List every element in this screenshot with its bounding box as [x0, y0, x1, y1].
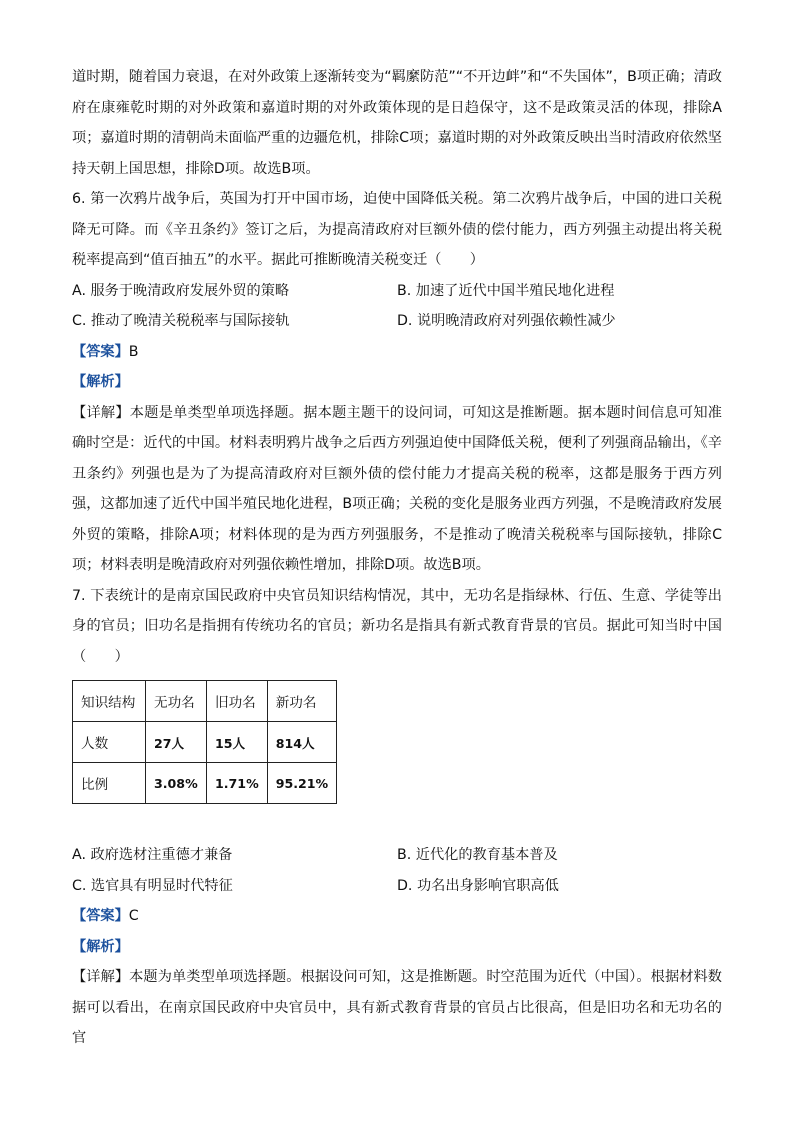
document-page	[72, 62, 722, 1054]
table-header-cell: 旧功名	[207, 681, 268, 722]
q7-answer-tag: 【答案】	[72, 908, 129, 924]
intro-paragraph: 道时期，随着国力衰退，在对外政策上逐渐转变为“羁縻防范”“不开边衅”和“不失国体”，B项正确；清政府在康雍乾时期的对外政策和嘉道时期的对外政策体现的是日趋保守，这不是政策灵活的体现，排除A项；嘉道时期的清朝尚未面临严重的边疆危机，排除C项；嘉道时期的对外政策反映出当时清政府依然坚持天朝上国思想，排除D项。故选B项。	[72, 69, 722, 177]
table-row	[73, 763, 337, 804]
q7-option-c[interactable]: C. 选官具有明显时代特征	[72, 877, 233, 894]
table-header-cell: 无功名	[146, 681, 207, 722]
q7-detail: 【详解】本题为单类型单项选择题。根据设问可知，这是推断题。时空范围为近代（中国）。根据材料数据可以看出，在南京国民政府中央官员中，具有新式教育背景的官员占比很高，但是旧功名和无功名的官	[72, 969, 722, 1046]
question-6-options	[72, 276, 722, 337]
table-cell: 人数	[73, 722, 146, 763]
q6-answer-tag: 【答案】	[72, 343, 129, 360]
table-cell: 1.71%	[207, 763, 268, 804]
q7-answer: C	[128, 908, 139, 924]
q7-data-table	[72, 680, 337, 804]
table-cell: 3.08%	[146, 763, 207, 804]
table-cell: 15人	[207, 722, 268, 763]
q7-answer-line	[72, 901, 722, 932]
q7-option-d[interactable]: D. 功名出身影响官职高低	[397, 877, 559, 894]
table-header-row	[73, 681, 337, 722]
table-cell: 95.21%	[267, 763, 336, 804]
q7-analysis-line	[72, 932, 722, 963]
q7-analysis-tag: 【解析】	[72, 938, 129, 955]
q6-analysis-line	[72, 367, 722, 398]
table-header-cell: 知识结构	[73, 681, 146, 722]
table-cell: 814人	[267, 722, 336, 763]
table-row	[73, 722, 337, 763]
q6-analysis-tag: 【解析】	[72, 374, 129, 390]
q6-option-c[interactable]: C. 推动了晚清关税税率与国际接轨	[72, 313, 290, 329]
q6-detail: 【详解】本题是单类型单项选择题。据本题主题干的设问词，可知这是推断题。据本题时间信息可知准确时空是：近代的中国。材料表明鸦片战争之后西方列强迫使中国降低关税，便利了列强商品输出，《辛丑条约》列强也是为了为提高清政府对巨额外债的偿付能力才提高关税的税率，这都是服务于西方列强，这都加速了近代中国半殖民地化进程，B项正确；关税的变化是服务业西方列强，不是晚清政府发展外贸的策略，排除A项；材料体现的是为西方列强服务，不是推动了晚清关税税率与国际接轨，排除C项；材料表明是晚清政府对列强依赖性增加，排除D项。故选B项。	[72, 404, 722, 573]
table-cell: 比例	[73, 763, 146, 804]
q6-option-d[interactable]: D. 说明晚清政府对列强依赖性减少	[397, 313, 616, 329]
q6-answer: B	[128, 343, 139, 360]
table-header-cell: 新功名	[267, 681, 336, 722]
question-6-stem: 6. 第一次鸦片战争后，英国为打开中国市场，迫使中国降低关税。第二次鸦片战争后，中国的进口关税降无可降。而《辛丑条约》签订之后，为提高清政府对巨额外债的偿付能力，西方列强主动提出将关税税率提高到“值百抽五”的水平。据此可推断晚清关税变迁（ ）	[72, 191, 722, 268]
question-7-options	[72, 840, 722, 901]
table-cell: 27人	[146, 722, 207, 763]
q6-option-b[interactable]: B. 加速了近代中国半殖民地化进程	[397, 282, 615, 299]
q6-option-a[interactable]: A. 服务于晚清政府发展外贸的策略	[72, 282, 290, 299]
question-7-stem: 7. 下表统计的是南京国民政府中央官员知识结构情况，其中，无功名是指绿林、行伍、生意、学徒等出身的官员；旧功名是指拥有传统功名的官员；新功名是指具有新式教育背景的官员。据此可知当时中国（ ）	[72, 587, 722, 665]
q7-option-b[interactable]: B. 近代化的教育基本普及	[397, 847, 558, 863]
q6-answer-line	[72, 337, 722, 368]
q7-option-a[interactable]: A. 政府选材注重德才兼备	[72, 847, 233, 863]
